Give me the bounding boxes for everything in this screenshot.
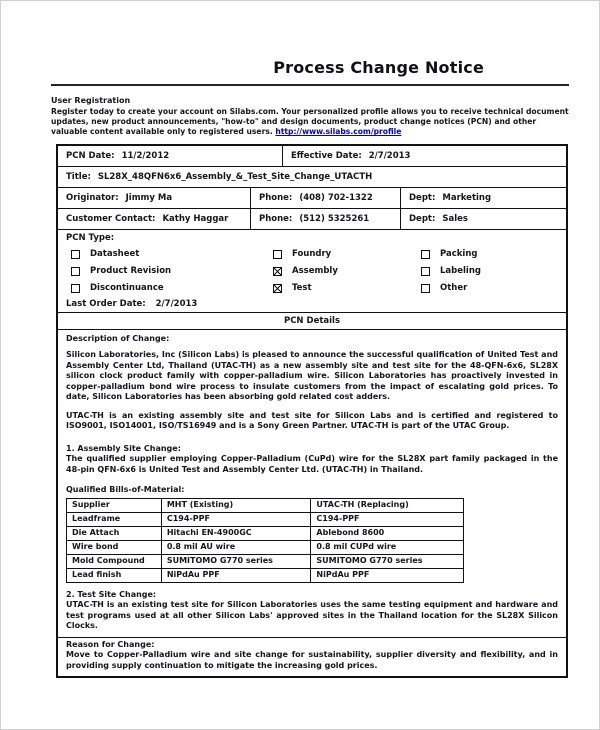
effective-date-cell [283, 146, 566, 166]
originator-row [58, 188, 566, 209]
page-title: Process Change Notice [273, 58, 484, 77]
title-row [58, 167, 566, 188]
pcn-date-label: PCN Date: [66, 150, 115, 161]
bom-cell: Lead finish [67, 568, 162, 582]
assembly-site-change-body: The qualified supplier employing Copper-Palladium (CuPd) wire for the SL28X part family packaged in the 48-pin QFN-6x6 is United Test and Assembly Center Ltd. (UTAC-TH) in Thailand. [66, 454, 558, 474]
test-site-change-title: 2. Test Site Change: [66, 589, 157, 599]
title-cell [58, 167, 566, 187]
profile-link[interactable]: http://www.silabs.com/profile [275, 127, 402, 137]
contact-dept-cell [401, 209, 566, 229]
table-row [67, 554, 464, 568]
table-row [67, 568, 464, 582]
bom-cell: SUMITOMO G770 series [311, 554, 464, 568]
checkbox-icon[interactable] [273, 250, 282, 259]
dept-label: Dept: [409, 213, 436, 224]
pcn-date-value: 11/2/2012 [121, 150, 170, 161]
bom-cell: C194-PPF [161, 512, 311, 526]
column-header: UTAC-TH (Replacing) [311, 498, 464, 512]
bom-cell: Ablebond 8600 [311, 526, 464, 540]
effective-date-label: Effective Date: [291, 150, 362, 161]
checkbox-checked-icon[interactable] [273, 284, 282, 293]
originator-label: Originator: [66, 192, 119, 203]
checkbox-icon[interactable] [71, 267, 80, 276]
pcn-type-option-discontinuance[interactable] [71, 280, 273, 297]
checkbox-checked-icon[interactable] [273, 267, 282, 276]
dept-value: Sales [442, 213, 468, 224]
effective-date-value: 2/7/2013 [368, 150, 411, 161]
customer-contact-cell [58, 209, 251, 229]
bom-cell: Die Attach [67, 526, 162, 540]
pcn-type-option-label: Labeling [440, 266, 481, 277]
description-paragraph: Silicon Laboratories, Inc (Silicon Labs) is pleased to announce the successful qualification of United Test and Assembly Center Ltd, Thailand (UTAC-TH) as a new assembly site and test site for the 48-QFN-6x6, SL28X silicon clock product family with copper-palladium wire. Silicon Laboratories has proactively invested in copper-palladium bond wire process to insulate customers from the impact of escalating gold prices. To date, Silicon Laboratories has been absorbing gold related cost adders. [66, 350, 558, 402]
checkbox-icon[interactable] [421, 267, 430, 276]
dept-label: Dept: [409, 192, 436, 203]
bom-cell: 0.8 mil CUPd wire [311, 540, 464, 554]
originator-phone-cell [251, 188, 401, 208]
pcn-type-section [58, 230, 566, 297]
pcn-type-option-label: Packing [440, 249, 478, 260]
bom-cell: NiPdAu PPF [311, 568, 464, 582]
title-divider [51, 84, 569, 86]
bom-cell: Leadframe [67, 512, 162, 526]
bom-cell: C194-PPF [311, 512, 464, 526]
customer-contact-row [58, 209, 566, 230]
checkbox-icon[interactable] [71, 250, 80, 259]
originator-value: Jimmy Ma [125, 192, 173, 203]
reason-body: Move to Copper-Palladium wire and site change for sustainability, supplier diversity and flexibility, and in providing supply continuation to mitigate the increasing gold prices. [66, 650, 558, 670]
test-site-change-section [66, 590, 558, 632]
phone-value: (408) 702-1322 [299, 192, 373, 203]
pcn-type-option-label: Other [440, 283, 468, 294]
test-site-change-body: UTAC-TH is an existing test site for Silicon Laboratories uses the same testing equipment and hardware and test programs used at all other Silicon Labs' approved sites in the Thailand location for the SL28X Silicon Clocks. [66, 600, 558, 631]
pcn-date-cell [58, 146, 283, 166]
bom-cell: Wire bond [67, 540, 162, 554]
checkbox-icon[interactable] [421, 250, 430, 259]
phone-label: Phone: [259, 213, 293, 224]
description-paragraph: UTAC-TH is an existing assembly site and test site for Silicon Labs and is certified and registered to ISO9001, ISO14001, ISO/TS16949 and is a Sony Green Partner. UTAC-TH is part of the UTAC Group. [66, 410, 558, 431]
pcn-type-label: PCN Type: [66, 232, 115, 243]
assembly-site-change-title: 1. Assembly Site Change: [66, 443, 181, 453]
pcn-type-option-datasheet[interactable] [71, 246, 273, 263]
assembly-site-change-section [66, 444, 558, 476]
description-of-change-section [58, 330, 566, 637]
pcn-type-option-label: Assembly [292, 266, 338, 277]
bom-cell: SUMITOMO G770 series [161, 554, 311, 568]
pcn-type-grid [66, 246, 566, 297]
column-header: MHT (Existing) [161, 498, 311, 512]
bom-label: Qualified Bills-of-Material: [66, 485, 185, 495]
reason-label: Reason for Change: [66, 639, 155, 649]
table-row [67, 526, 464, 540]
pcn-type-option-other[interactable] [421, 280, 566, 297]
last-order-label: Last Order Date: [66, 298, 146, 309]
bom-cell: Hitachi EN-4900GC [161, 526, 311, 540]
pcn-type-option-label: Discontinuance [90, 283, 164, 294]
pcn-type-option-product-revision[interactable] [71, 263, 273, 280]
pcn-form-table [56, 144, 568, 679]
table-row [67, 540, 464, 554]
page-content [1, 58, 599, 678]
contact-phone-cell [251, 209, 401, 229]
dates-row [58, 146, 566, 167]
table-header-row [67, 498, 464, 512]
pcn-type-option-label: Test [292, 283, 312, 294]
pcn-type-option-label: Datasheet [90, 249, 140, 260]
qualified-bom-table [66, 498, 464, 583]
last-order-date-row [58, 297, 566, 313]
table-row [67, 512, 464, 526]
checkbox-icon[interactable] [421, 284, 430, 293]
originator-dept-cell [401, 188, 566, 208]
description-label: Description of Change: [66, 333, 170, 343]
originator-cell [58, 188, 251, 208]
phone-value: (512) 5325261 [299, 213, 370, 224]
column-header: Supplier [67, 498, 162, 512]
pcn-type-option-labeling[interactable] [421, 263, 566, 280]
reason-for-change-section [58, 637, 566, 677]
user-registration-section [51, 96, 569, 137]
last-order-value: 2/7/2013 [155, 298, 198, 309]
registration-heading: User Registration [51, 96, 131, 105]
customer-contact-label: Customer Contact: [66, 213, 156, 224]
bom-cell: Mold Compound [67, 554, 162, 568]
pcn-type-option-assembly[interactable] [273, 263, 421, 280]
pcn-details-header: PCN Details [58, 313, 566, 330]
pcn-type-option-test[interactable] [273, 280, 421, 297]
bom-cell: NiPdAu PPF [161, 568, 311, 582]
pcn-type-option-packing[interactable] [421, 246, 566, 263]
checkbox-icon[interactable] [71, 284, 80, 293]
phone-label: Phone: [259, 192, 293, 203]
pcn-type-option-label: Foundry [292, 249, 332, 260]
pcn-type-option-foundry[interactable] [273, 246, 421, 263]
dept-value: Marketing [442, 192, 492, 203]
registration-body: Register today to create your account on Silabs.com. Your personalized profile allows you to receive technical document updates, new product announcements, "how-to" and design documents, product change notices (PCN) and other valuable content available only to registered users. [51, 107, 569, 137]
title-label: Title: [66, 171, 91, 182]
bom-cell: 0.8 mil AU wire [161, 540, 311, 554]
customer-contact-value: Kathy Haggar [162, 213, 229, 224]
pcn-type-option-label: Product Revision [90, 266, 172, 277]
title-value: SL28X_48QFN6x6_Assembly_&_Test_Site_Change_UTACTH [97, 171, 373, 182]
